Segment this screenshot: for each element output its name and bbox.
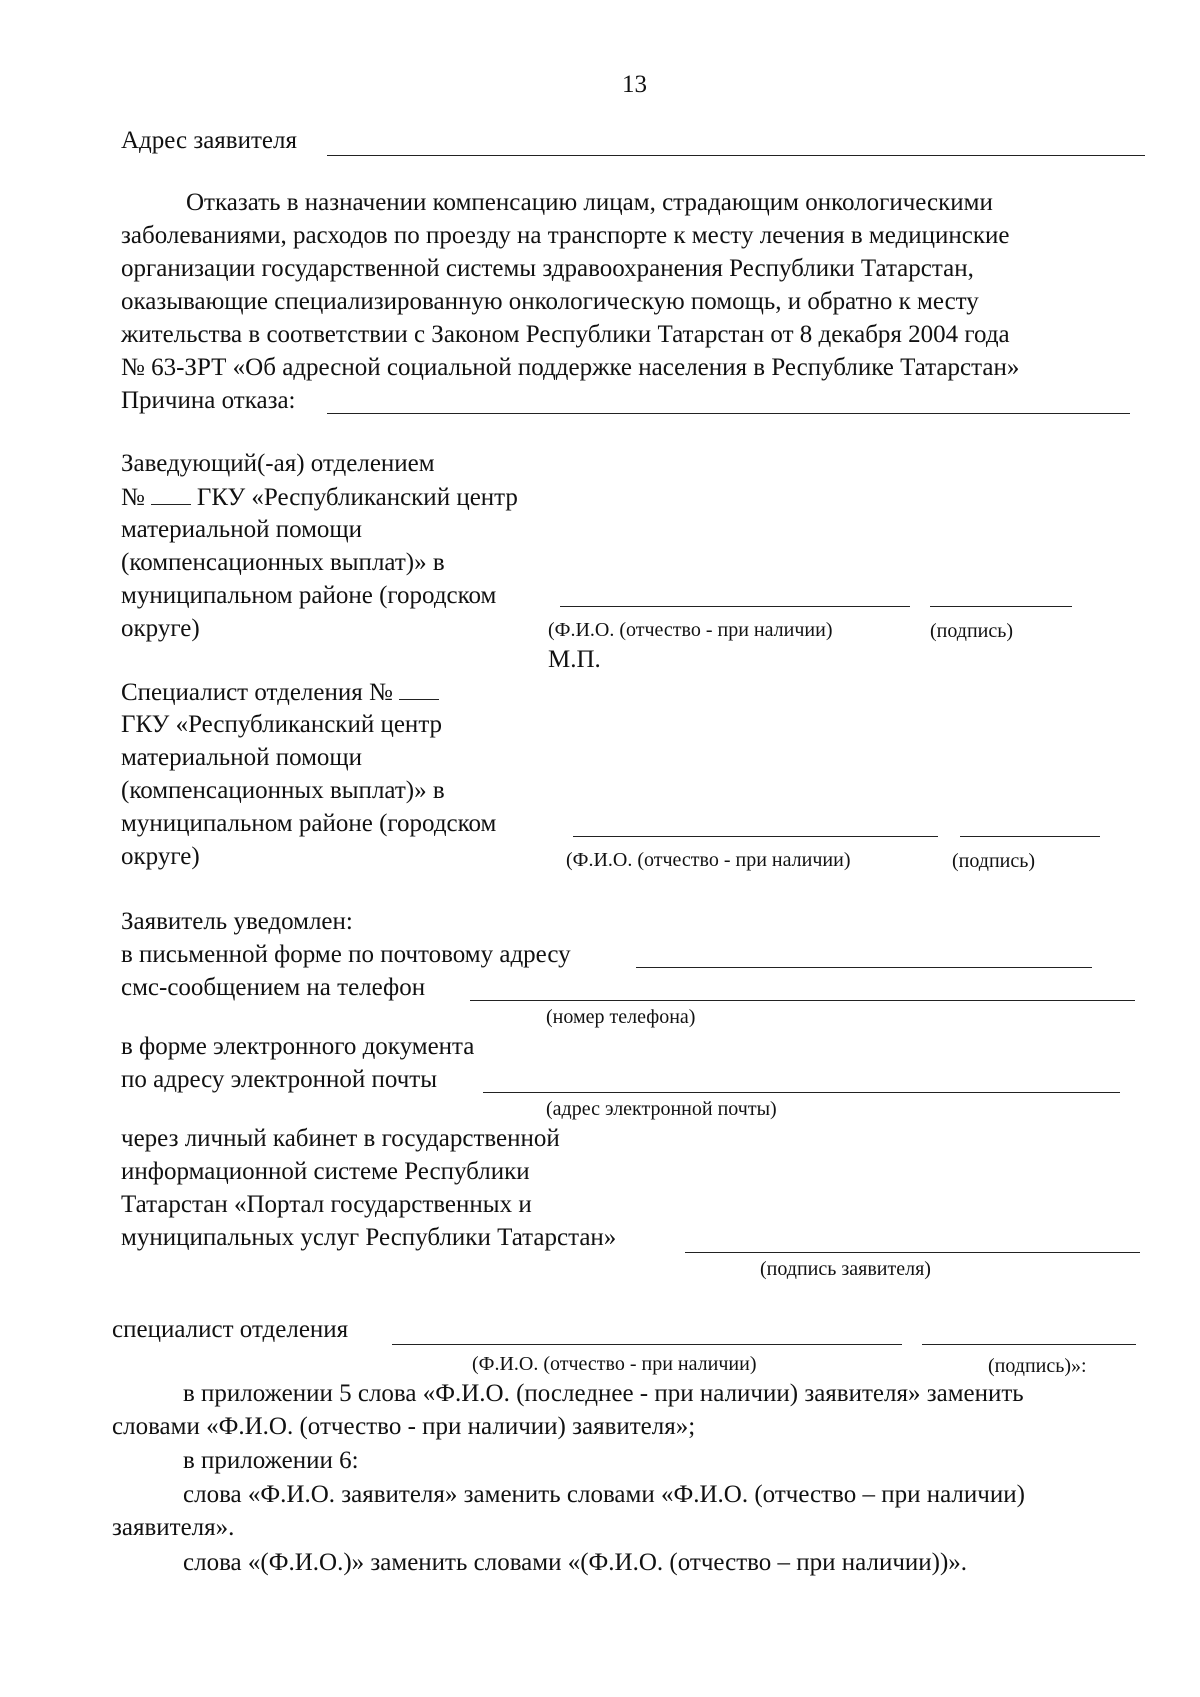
specialist-fio-caption: (Ф.И.О. (отчество - при наличии): [566, 849, 851, 871]
postal-address-line: [636, 967, 1092, 968]
dept-specialist-fio-line: [392, 1344, 902, 1345]
head-org-line-4: (компенсационных выплат)» в: [121, 549, 445, 576]
specialist-title-text: Специалист отделения №: [121, 679, 393, 706]
head-sign-line: [930, 606, 1072, 607]
specialist-org-line-5: муниципальном районе (городском: [121, 810, 497, 837]
email-caption: (адрес электронной почты): [546, 1098, 777, 1120]
amendment-app5-line-2: словами «Ф.И.О. (отчество - при наличии) заявителя»;: [112, 1413, 696, 1440]
dept-specialist-sign-line: [922, 1344, 1136, 1345]
stamp-mark: М.П.: [548, 646, 601, 673]
head-fio-caption: (Ф.И.О. (отчество - при наличии): [548, 619, 833, 641]
specialist-org-line-2: ГКУ «Республиканский центр: [121, 711, 443, 738]
page-number: 13: [622, 71, 647, 98]
notified-portal-line-1: через личный кабинет в государственной: [121, 1125, 560, 1152]
phone-line: [470, 1000, 1135, 1001]
notified-sms: смс-сообщением на телефон: [121, 974, 426, 1001]
amendment-app6-item2: слова «(Ф.И.О.)» заменить словами «(Ф.И.О. (отчество – при наличии))».: [183, 1549, 968, 1576]
notified-postal: в письменной форме по почтовому адресу: [121, 941, 571, 968]
notified-edoc-line-1: в форме электронного документа: [121, 1033, 475, 1060]
dept-specialist-sign-caption: (подпись)»:: [988, 1355, 1087, 1377]
refusal-line-6: № 63-ЗРТ «Об адресной социальной поддержке населения в Республике Татарстан»: [121, 354, 1020, 381]
head-title: Заведующий(-ая) отделением: [121, 450, 435, 477]
specialist-title: [121, 677, 445, 708]
refusal-reason-line: [327, 413, 1130, 414]
head-org-line-5: муниципальном районе (городском: [121, 582, 497, 609]
applicant-sign-caption: (подпись заявителя): [760, 1258, 931, 1280]
dept-specialist-label: специалист отделения: [112, 1316, 349, 1343]
specialist-sign-line: [960, 836, 1100, 837]
notified-title: Заявитель уведомлен:: [121, 908, 353, 935]
specialist-number-blank: [399, 677, 439, 700]
head-number-blank: [151, 482, 191, 505]
specialist-sign-caption: (подпись): [952, 850, 1036, 872]
applicant-address-line: [327, 155, 1145, 156]
notified-edoc-line-2: по адресу электронной почты: [121, 1066, 437, 1093]
refusal-line-1: Отказать в назначении компенсацию лицам, страдающим онкологическими: [186, 189, 993, 216]
head-org-line-3: материальной помощи: [121, 516, 363, 543]
applicant-sign-line: [685, 1252, 1140, 1253]
head-dept-number: [121, 482, 518, 513]
head-org-line-6: округе): [121, 615, 200, 642]
phone-caption: (номер телефона): [546, 1006, 696, 1028]
specialist-fio-line: [573, 836, 938, 837]
head-number-sign: №: [121, 484, 145, 511]
notified-portal-line-4: муниципальных услуг Республики Татарстан»: [121, 1224, 617, 1251]
applicant-address-label: Адрес заявителя: [121, 127, 297, 154]
email-line: [483, 1092, 1120, 1093]
amendment-app6-item1-line-1: слова «Ф.И.О. заявителя» заменить словами «Ф.И.О. (отчество – при наличии): [183, 1481, 1025, 1508]
head-org-name: ГКУ «Республиканский центр: [196, 484, 518, 511]
specialist-org-line-6: округе): [121, 843, 200, 870]
notified-portal-line-3: Татарстан «Портал государственных и: [121, 1191, 532, 1218]
specialist-org-line-3: материальной помощи: [121, 744, 363, 771]
refusal-line-5: жительства в соответствии с Законом Республики Татарстан от 8 декабря 2004 года: [121, 321, 1010, 348]
head-fio-line: [560, 606, 910, 607]
refusal-line-2: заболеваниями, расходов по проезду на транспорте к месту лечения в медицинские: [121, 222, 1010, 249]
notified-portal-line-2: информационной системе Республики: [121, 1158, 530, 1185]
refusal-reason-label: Причина отказа:: [121, 387, 296, 414]
refusal-line-4: оказывающие специализированную онкологическую помощь, и обратно к месту: [121, 288, 979, 315]
amendment-app6-label: в приложении 6:: [183, 1447, 359, 1474]
specialist-org-line-4: (компенсационных выплат)» в: [121, 777, 445, 804]
amendment-app5-line-1: в приложении 5 слова «Ф.И.О. (последнее - при наличии) заявителя» заменить: [183, 1380, 1024, 1407]
amendment-app6-item1-line-2: заявителя».: [112, 1514, 235, 1541]
dept-specialist-fio-caption: (Ф.И.О. (отчество - при наличии): [472, 1353, 757, 1375]
refusal-line-3: организации государственной системы здравоохранения Республики Татарстан,: [121, 255, 974, 282]
head-sign-caption: (подпись): [930, 620, 1014, 642]
